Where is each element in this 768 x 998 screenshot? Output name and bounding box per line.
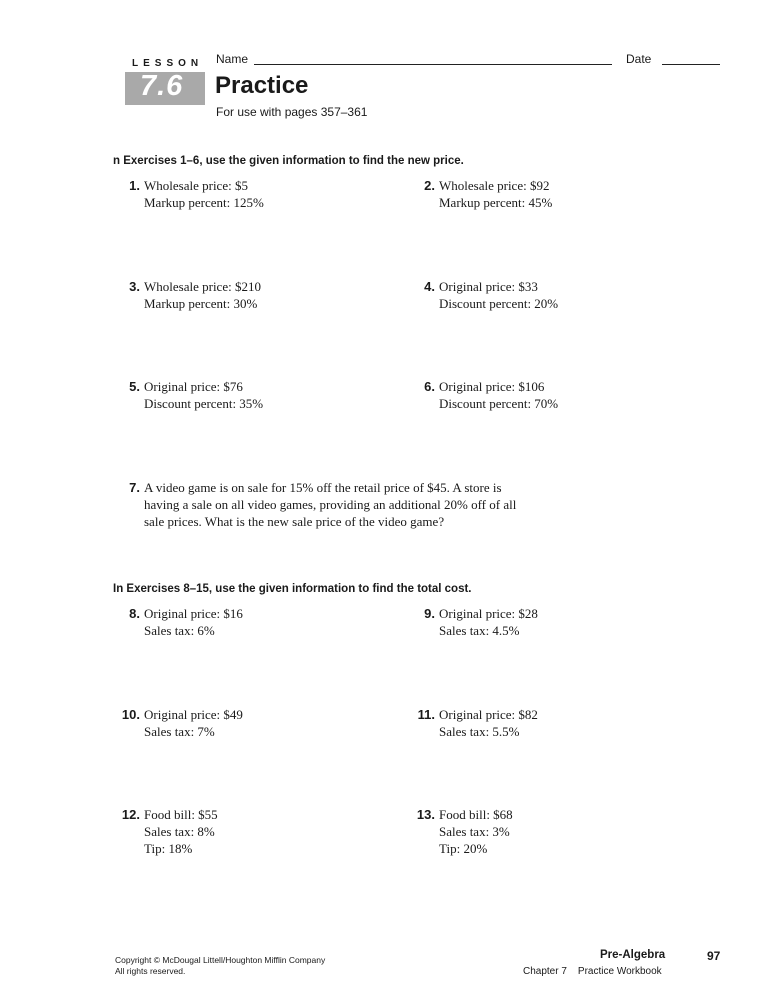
- exercise-line: Original price: $49: [144, 707, 243, 722]
- exercise-1: [129, 177, 264, 211]
- lesson-label: LESSON: [132, 58, 204, 69]
- exercise-line: Markup percent: 45%: [439, 195, 553, 210]
- exercise-line: A video game is on sale for 15% off the retail price of $45. A store is: [144, 480, 502, 495]
- exercise-number: 13.: [416, 807, 435, 822]
- exercise-line: Markup percent: 30%: [144, 296, 258, 311]
- name-label: Name: [216, 52, 249, 66]
- exercise-number: 12.: [121, 807, 140, 822]
- exercise-line: Tip: 20%: [439, 841, 488, 856]
- exercise-number: 10.: [121, 707, 140, 722]
- copyright-notice: [115, 955, 325, 977]
- book-title: Pre-Algebra: [600, 949, 666, 961]
- exercise-number: 1.: [129, 178, 140, 193]
- exercise-line: Original price: $16: [144, 606, 243, 621]
- workbook-label: Practice Workbook: [577, 966, 662, 977]
- exercise-line: Sales tax: 8%: [144, 824, 215, 839]
- exercise-line: Markup percent: 125%: [144, 195, 264, 210]
- copyright-line: Copyright © McDougal Littell/Houghton Mifflin Company: [115, 955, 326, 965]
- page-number: 97: [707, 949, 721, 963]
- exercise-line: Sales tax: 3%: [439, 824, 510, 839]
- exercise-line: Food bill: $55: [144, 807, 218, 822]
- exercise-line: Sales tax: 4.5%: [439, 623, 520, 638]
- section2-instruction: In Exercises 8–15, use the given information to find the total cost.: [113, 583, 472, 595]
- section1-instruction: n Exercises 1–6, use the given information to find the new price.: [113, 155, 464, 167]
- exercise-line: sale prices. What is the new sale price of the video game?: [144, 514, 445, 529]
- exercise-number: 6.: [424, 379, 435, 394]
- exercise-3: [129, 278, 261, 312]
- exercise-10: [121, 706, 243, 740]
- exercise-6: [424, 378, 559, 412]
- exercise-line: Original price: $28: [439, 606, 538, 621]
- exercise-2: [424, 177, 553, 211]
- exercise-4: [424, 278, 559, 312]
- exercise-line: Original price: $106: [439, 379, 545, 394]
- copyright-line: All rights reserved.: [115, 966, 186, 976]
- exercise-number: 2.: [424, 178, 435, 193]
- exercise-5: [129, 378, 264, 412]
- date-label: Date: [626, 52, 652, 66]
- exercise-line: Food bill: $68: [439, 807, 513, 822]
- exercise-7: [129, 479, 517, 530]
- exercise-number: 11.: [417, 707, 435, 722]
- exercise-line: Discount percent: 20%: [439, 296, 559, 311]
- exercise-line: Original price: $76: [144, 379, 243, 394]
- exercise-number: 3.: [129, 279, 140, 294]
- exercise-line: Original price: $33: [439, 279, 538, 294]
- exercise-line: Wholesale price: $5: [144, 178, 248, 193]
- page-subtitle: For use with pages 357–361: [216, 105, 368, 119]
- chapter-info: [523, 966, 662, 977]
- lesson-number: 7.6: [140, 70, 184, 102]
- exercise-number: 9.: [424, 606, 435, 621]
- exercise-number: 4.: [424, 279, 435, 294]
- exercise-11: [417, 706, 538, 740]
- exercise-12: [121, 806, 218, 857]
- exercise-line: Tip: 18%: [144, 841, 193, 856]
- exercise-number: 5.: [129, 379, 140, 394]
- exercise-9: [424, 605, 538, 639]
- exercise-line: Wholesale price: $92: [439, 178, 550, 193]
- exercise-13: [416, 806, 513, 857]
- exercise-line: Discount percent: 35%: [144, 396, 264, 411]
- exercise-number: 8.: [129, 606, 140, 621]
- exercise-8: [129, 605, 243, 639]
- exercise-line: Sales tax: 6%: [144, 623, 215, 638]
- page-title: Practice: [215, 72, 309, 99]
- exercise-line: having a sale on all video games, providing an additional 20% off of all: [144, 497, 517, 512]
- name-field[interactable]: [254, 64, 612, 65]
- exercise-line: Sales tax: 7%: [144, 724, 215, 739]
- exercise-line: Discount percent: 70%: [439, 396, 559, 411]
- date-field[interactable]: [662, 64, 720, 65]
- exercise-line: Wholesale price: $210: [144, 279, 261, 294]
- exercise-line: Original price: $82: [439, 707, 538, 722]
- chapter-label: Chapter 7: [523, 966, 567, 977]
- exercise-number: 7.: [129, 480, 140, 495]
- exercise-line: Sales tax: 5.5%: [439, 724, 520, 739]
